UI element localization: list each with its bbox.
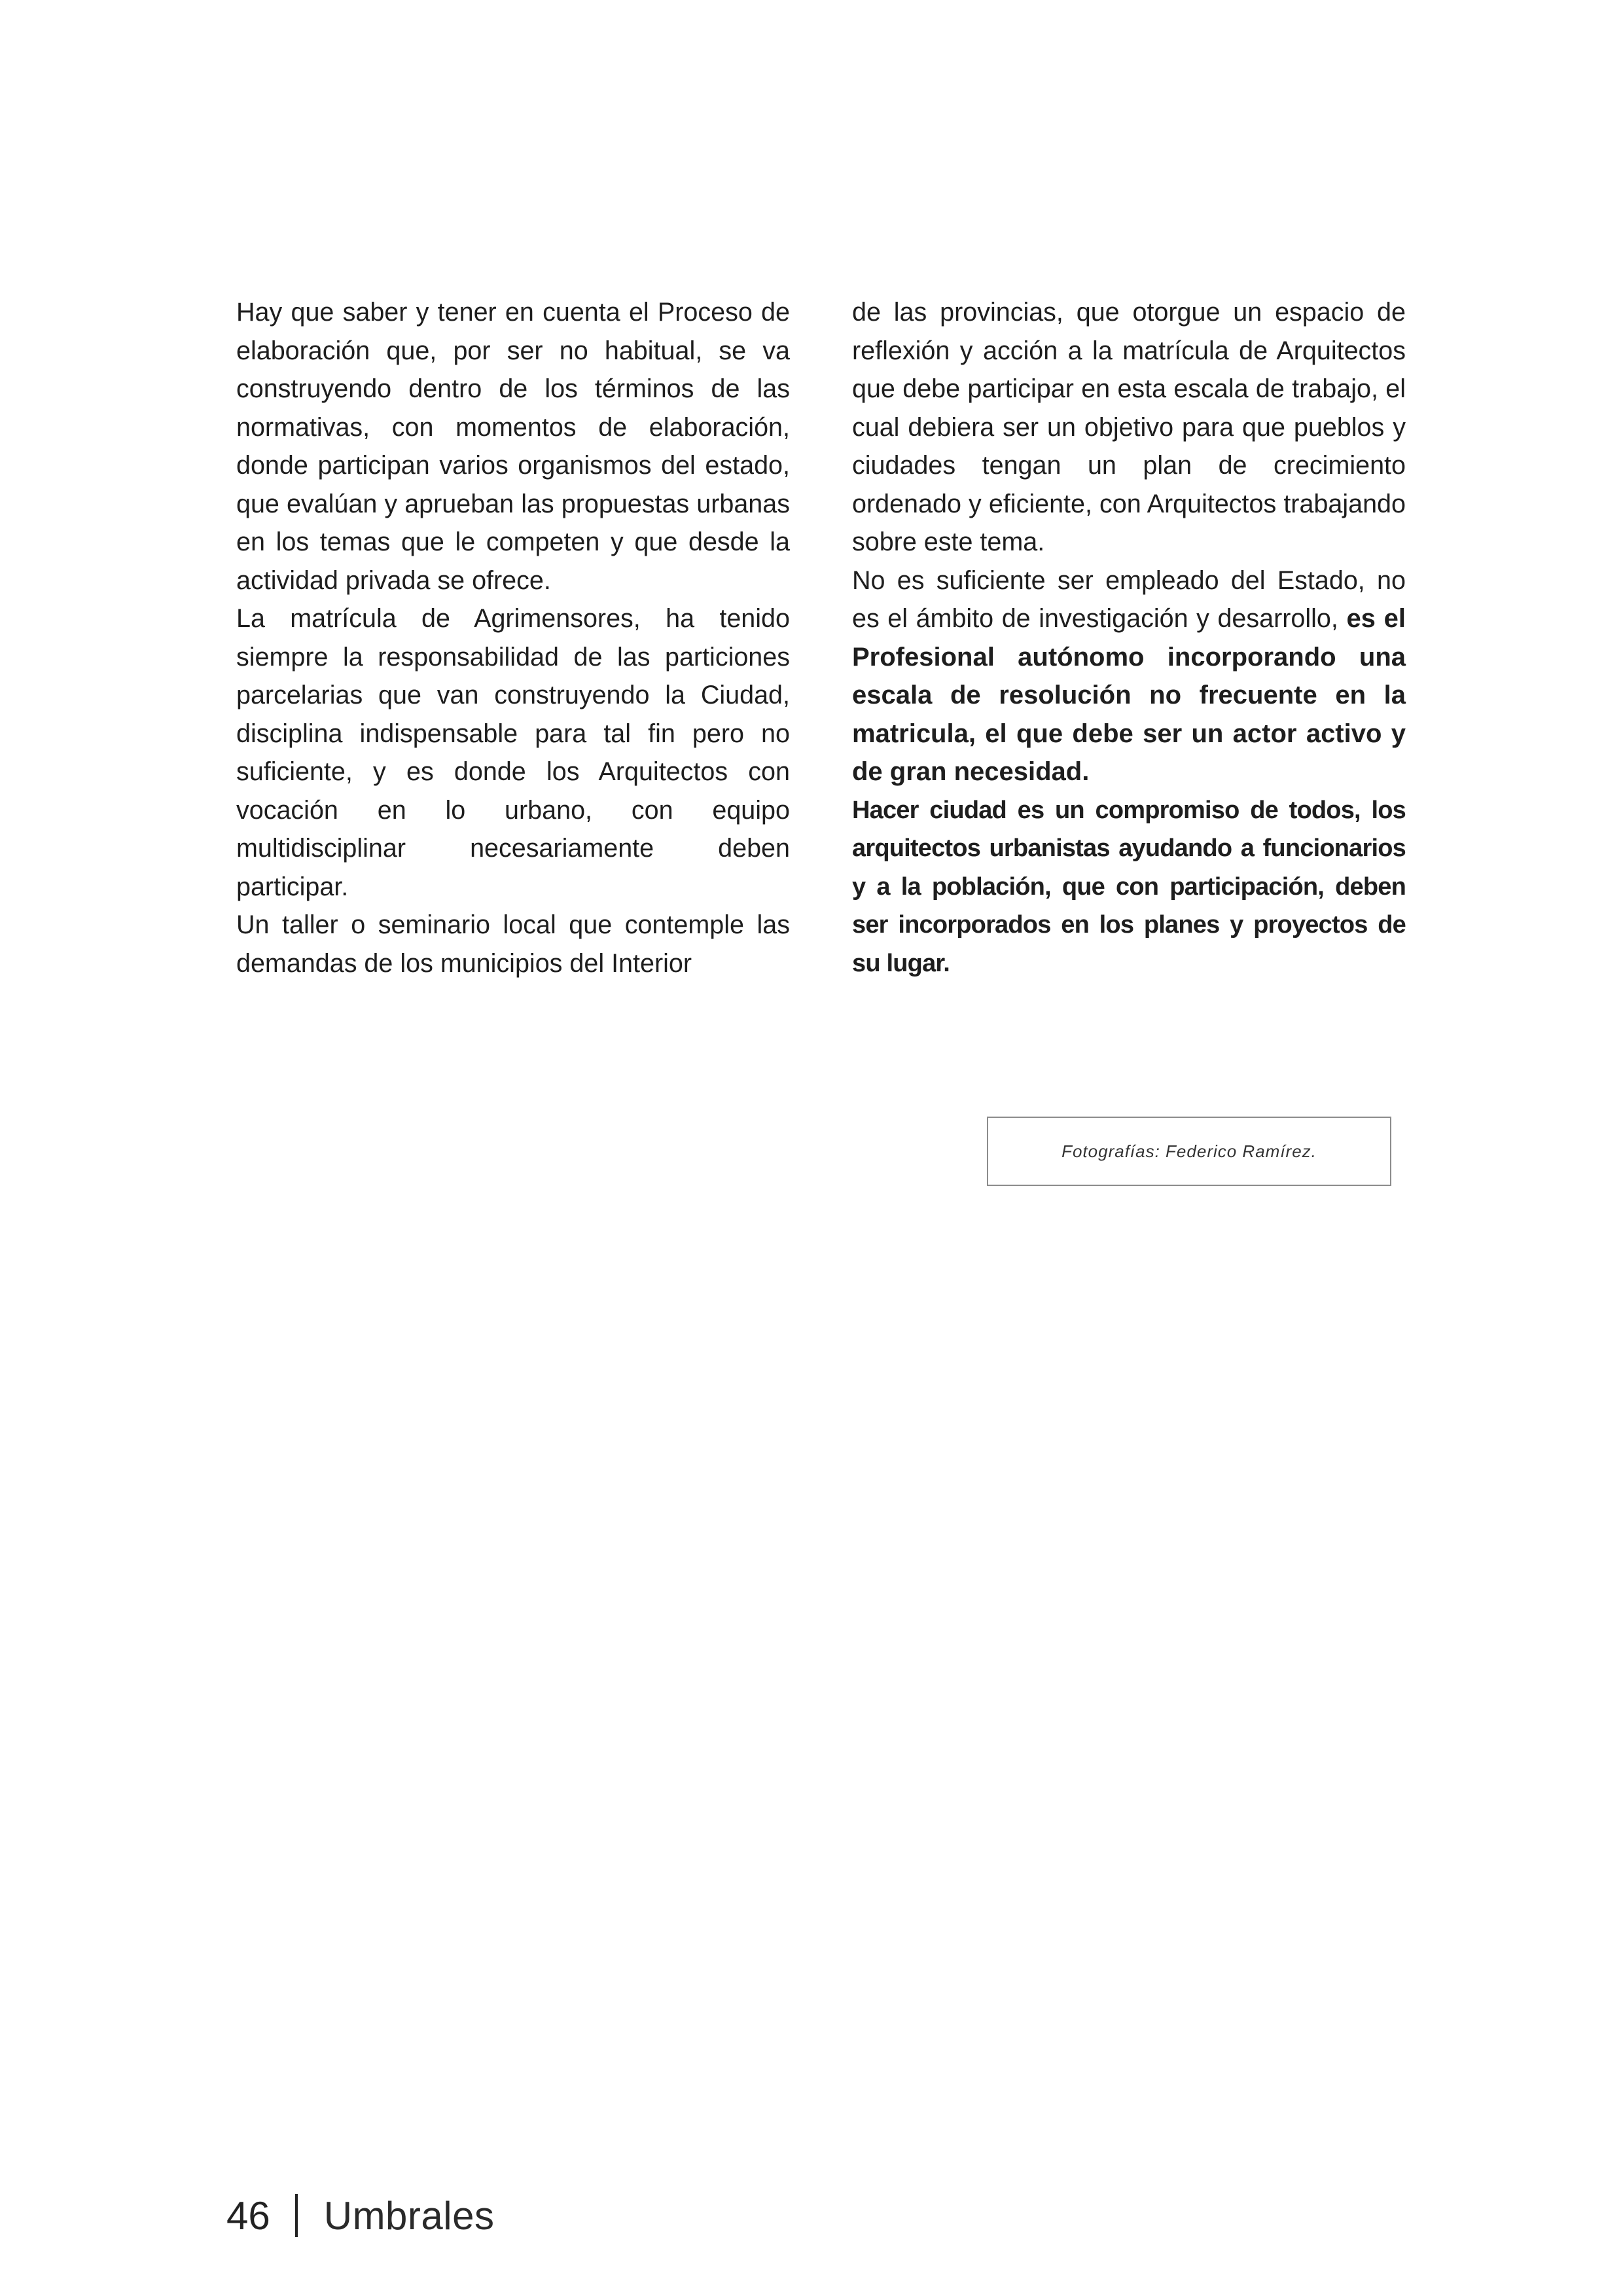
text-column-left	[236, 293, 790, 982]
paragraph-provincias: de las provincias, que otorgue un espacio de reflexión y acción a la matrícula de Arquitectos que debe participar en esta escala de trabajo, el cual debiera ser un objetivo para que pueblos y ciudades tengan un plan de crecimiento ordenado y eficiente, con Arquitectos trabajando sobre este tema.	[852, 298, 1406, 556]
paragraph-proceso: Hay que saber y tener en cuenta el Proceso de elaboración que, por ser no habitual, se va construyendo dentro de los términos de las normativas, con momentos de elaboración, donde participan varios organismos del estado, que evalúan y aprueban las propuestas urbanas en los temas que le competen y que desde la actividad privada se ofrece.	[236, 298, 790, 595]
photo-credit-box	[987, 1117, 1391, 1186]
magazine-name: Umbrales	[323, 2193, 495, 2238]
page-number: 46	[226, 2193, 270, 2238]
paragraph-hacer-ciudad: Hacer ciudad es un compromiso de todos, los arquitectos urbanistas ayudando a funcionarios y a la población, que con participación, deben ser incorporados en los planes y proyectos de su lugar.	[852, 796, 1406, 977]
paragraph-empleado	[852, 562, 1406, 791]
paragraph-taller: Un taller o seminario local que contemple las demandas de los municipios del Interior	[236, 910, 790, 978]
text-column-right	[852, 293, 1406, 982]
footer-separator	[295, 2194, 298, 2237]
photo-credit-text: Fotografías: Federico Ramírez.	[1061, 1141, 1317, 1161]
paragraph-empleado-regular: No es suficiente ser empleado del Estado, no es el ámbito de investigación y desarrollo,	[852, 565, 1406, 633]
paragraph-empleado-bold: es el Profesional autónomo incorporando una escala de resolución no frecuente en la matricula, el que debe ser un actor activo y de gran necesidad.	[852, 604, 1406, 786]
paragraph-agrimensores: La matrícula de Agrimensores, ha tenido siempre la responsabilidad de las particiones parcelarias que van construyendo la Ciudad, disciplina indispensable para tal fin pero no suficiente, y es donde los Arquitectos con vocación en lo urbano, con equipo multidisciplinar necesariamente deben participar.	[236, 604, 790, 901]
page-footer	[226, 2186, 494, 2245]
